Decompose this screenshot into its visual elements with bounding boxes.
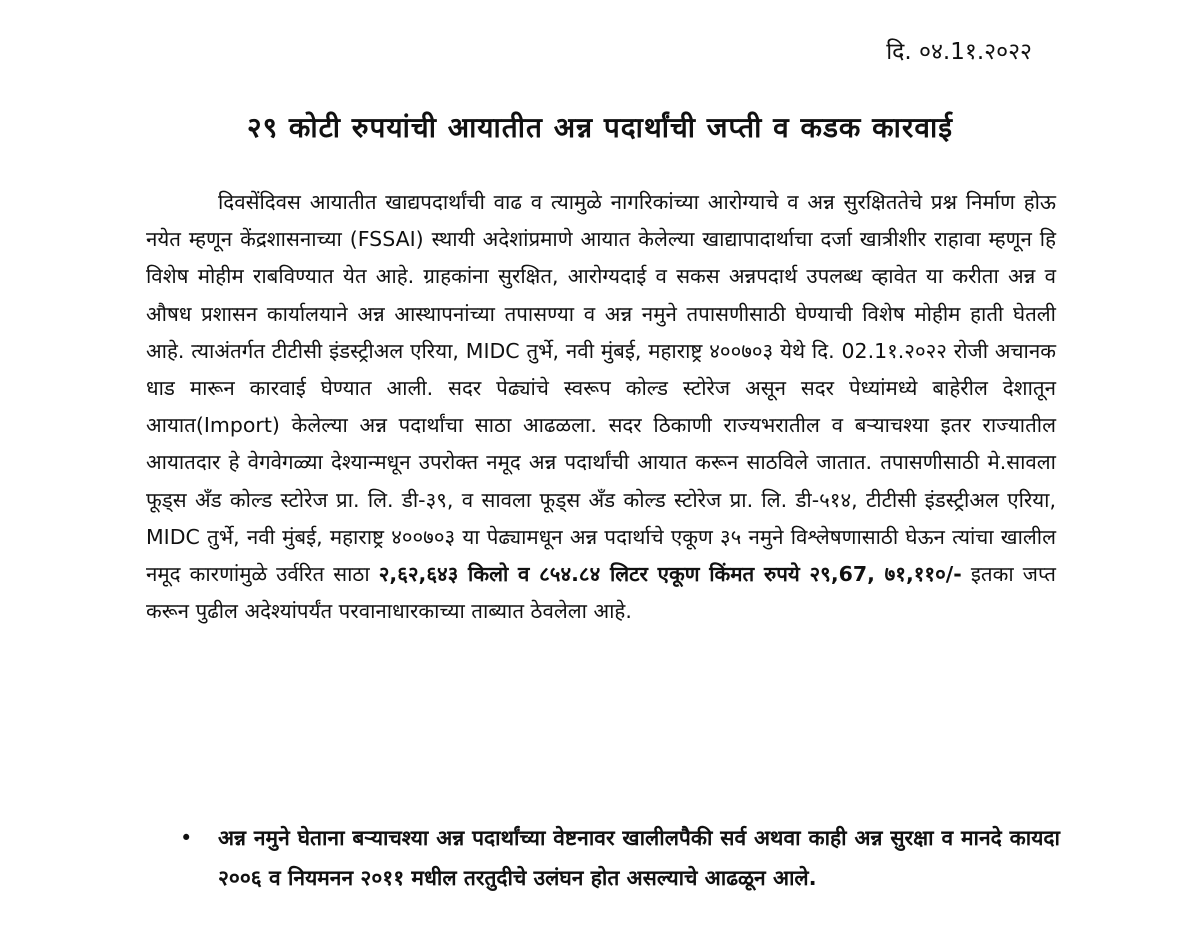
paragraph-end-text: इतका जप्त करून पुढील अदेश्यांपर्यंत परवानाधारकाच्या ताब्यात ठेवलेला आहे. [146,562,1056,624]
list-item [180,818,1060,898]
findings-list [180,818,1060,898]
paragraph-main-text: दिवसेंदिवस आयातीत खाद्यपदार्थांची वाढ व त्यामुळे नागरिकांच्या आरोग्याचे व अन्न सुरक्षिततेचे प्रश्न निर्माण होऊ नयेत म्हणून केंद्रशासनाच्या (FSSAI) स्थायी अदेशांप्रमाणे आयात केलेल्या खाद्यापादार्थाचा दर्जा खात्रीशीर राहावा म्हणून हि विशेष मोहीम राबविण्यात येत आहे. ग्राहकांना सुरक्षित, आरोग्यदाई व सकस अन्नपदार्थ उपलब्ध व्हावेत या करीता अन्न व औषध प्रशासन कार्यालयाने अन्न आस्थापनांच्या तपासण्या व अन्न नमुने तपासणीसाठी घेण्याची विशेष मोहीम हाती घेतली आहे. त्याअंतर्गत टीटीसी इंडस्ट्रीअल एरिया, MIDC तुर्भे, नवी मुंबई, महाराष्ट्र ४००७०३ येथे दि. 02.1१.२०२२ रोजी अचानक धाड मारून कारवाई घेण्यात आली. सदर पेढ्यांचे स्वरूप कोल्ड स्टोरेज असून सदर पेध्यांमध्ये बाहेरील देशातून आयात(Import) केलेल्या अन्न पदार्थांचा साठा आढळला. सदर ठिकाणी राज्यभरातील व बऱ्याचश्या इतर राज्यातील आयातदार हे वेगवेगळ्या देश्यान्मधून उपरोक्त नमूद अन्न पदार्थांची आयात करून साठविले जातात. तपासणीसाठी मे.सावला फूड्स अँड कोल्ड स्टोरेज प्रा. लि. डी-३९, व सावला फूड्स अँड कोल्ड स्टोरेज प्रा. लि. डी-५१४, टीटीसी इंडस्ट्रीअल एरिया, MIDC तुर्भे, नवी मुंबई, महाराष्ट्र ४००७०३ या पेढ्यामधून अन्न पदार्थाचे एकूण ३५ नमुने विश्लेषणासाठी घेऊन त्यांचा खालील नमूद कारणांमुळे उर्वरित साठा [146,190,1056,587]
list-item-text: अन्न नमुने घेताना बऱ्याचश्या अन्न पदार्थांच्या वेष्टनावर खालीलपैकी सर्व अथवा काही अन्न सुरक्षा व मानदे कायदा २००६ व नियमनन २०११ मधील तरतुदीचे उलंघन होत असल्याचे आढळून आले. [218,826,1060,890]
main-paragraph [146,184,1056,630]
document-title: २९ कोटी रुपयांची आयातीत अन्न पदार्थांची जप्ती व कडक कारवाई [247,111,953,144]
bullet-icon: • [180,826,193,850]
paragraph-seizure-quantity: २,६२,६४३ किलो व ८५४.८४ लिटर एकूण किंमत रुपये २९,67, ७१,११०/- [378,562,962,587]
document-date: दि. ०४.1१.२०२२ [886,39,1032,65]
